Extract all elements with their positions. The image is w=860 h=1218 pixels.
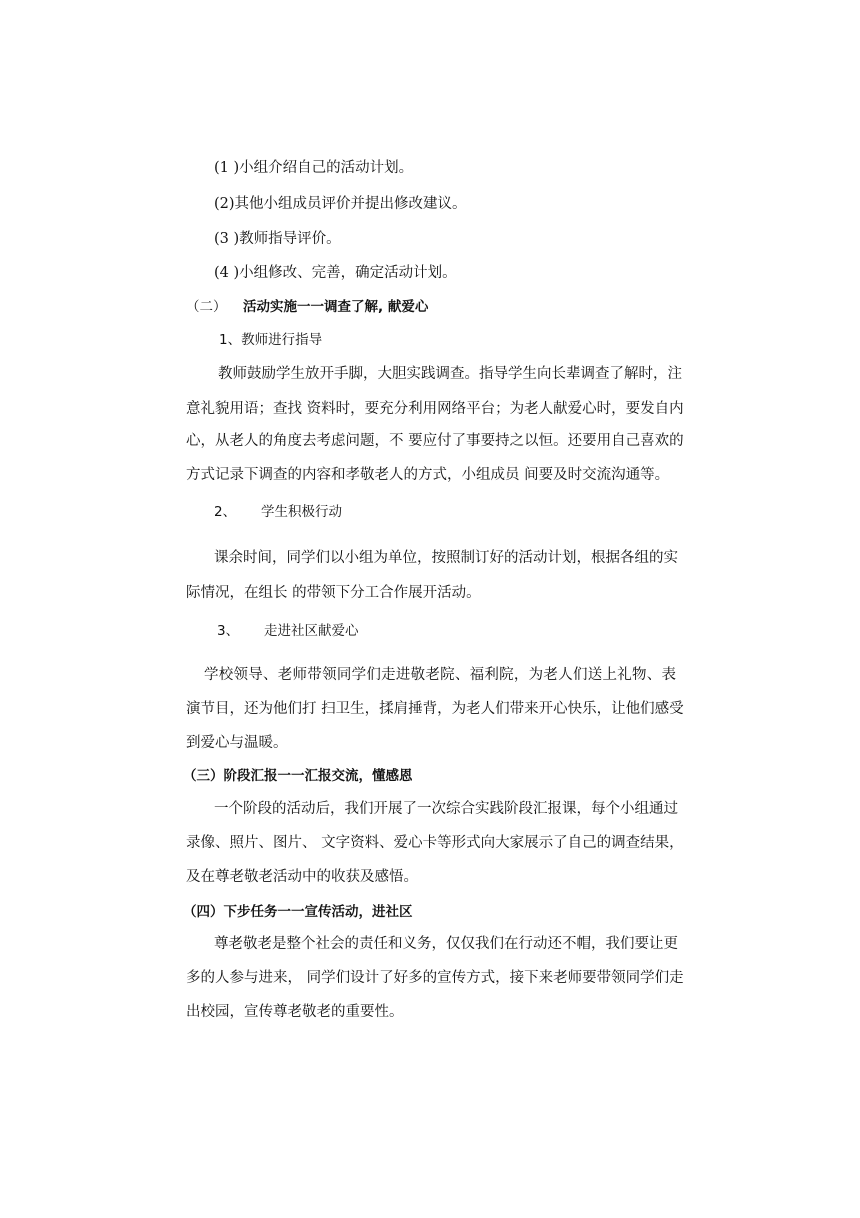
paragraph-line: 心，从老人的角度去考虑问题，不 要应付了事要持之以恒。还要用自己喜欢的 [186, 433, 684, 449]
paragraph-line: 到爱心与温暖。 [186, 735, 288, 751]
list-item: (2)其他小组成员评价并提出修改建议。 [214, 196, 467, 212]
subsection-number: 2、 [214, 504, 237, 520]
paragraph-line: 方式记录下调查的内容和孝敬老人的方式，小组成员 间要及时交流沟通等。 [186, 467, 670, 483]
paragraph-line: 多的人参与进来， 同学们设计了好多的宣传方式，接下来老师要带领同学们走 [186, 970, 684, 986]
list-item: (3 )教师指导评价。 [214, 231, 341, 247]
subsection-label: 学生积极行动 [261, 504, 342, 520]
paragraph-line: 出校园，宣传尊老敬老的重要性。 [186, 1004, 404, 1020]
section-heading: （三）阶段汇报一一汇报交流，懂感恩 [183, 768, 413, 784]
list-item: (1 )小组介绍自己的活动计划。 [214, 160, 414, 176]
paragraph-line: 教师鼓励学生放开手脚，大胆实践调查。指导学生向长辈调查了解时，注 [218, 366, 682, 382]
paragraph-line: 录像、照片、图片、 文字资料、爱心卡等形式向大家展示了自己的调查结果， [186, 835, 684, 851]
paragraph-line: 尊老敬老是整个社会的责任和义务，仅仅我们在行动还不帽，我们要让更 [214, 936, 678, 952]
paragraph-line: 课余时间，同学们以小组为单位，按照制订好的活动计划，根据各组的实 [214, 550, 678, 566]
subsection-number: 3、 [217, 623, 240, 639]
section-heading: （四）下步任务一一宣传活动，进社区 [183, 904, 413, 920]
subsection-label: 走进社区献爱心 [264, 623, 359, 639]
list-item: (4 )小组修改、完善，确定活动计划。 [214, 265, 457, 281]
paragraph-line: 及在尊老敬老活动中的收获及感悟。 [186, 869, 418, 885]
subsection-heading: 1、教师进行指导 [219, 332, 323, 348]
paragraph-line: 意礼貌用语；查找 资料时，要充分利用网络平台；为老人献爱心时，要发自内 [186, 401, 684, 417]
section-number: （二） [186, 299, 227, 315]
paragraph-line: 学校领导、老师带领同学们走进敬老院、福利院，为老人们送上礼物、表 [204, 667, 676, 683]
paragraph-line: 一个阶段的活动后，我们开展了一次综合实践阶段汇报课，每个小组通过 [214, 801, 678, 817]
section-heading: 活动实施一一调查了解, 献爱心 [243, 299, 429, 315]
paragraph-line: 际情况，在组长 的带领下分工合作展开活动。 [186, 585, 481, 601]
paragraph-line: 演节目，还为他们打 扫卫生，揉肩捶背，为老人们带来开心快乐，让他们感受 [186, 701, 684, 717]
